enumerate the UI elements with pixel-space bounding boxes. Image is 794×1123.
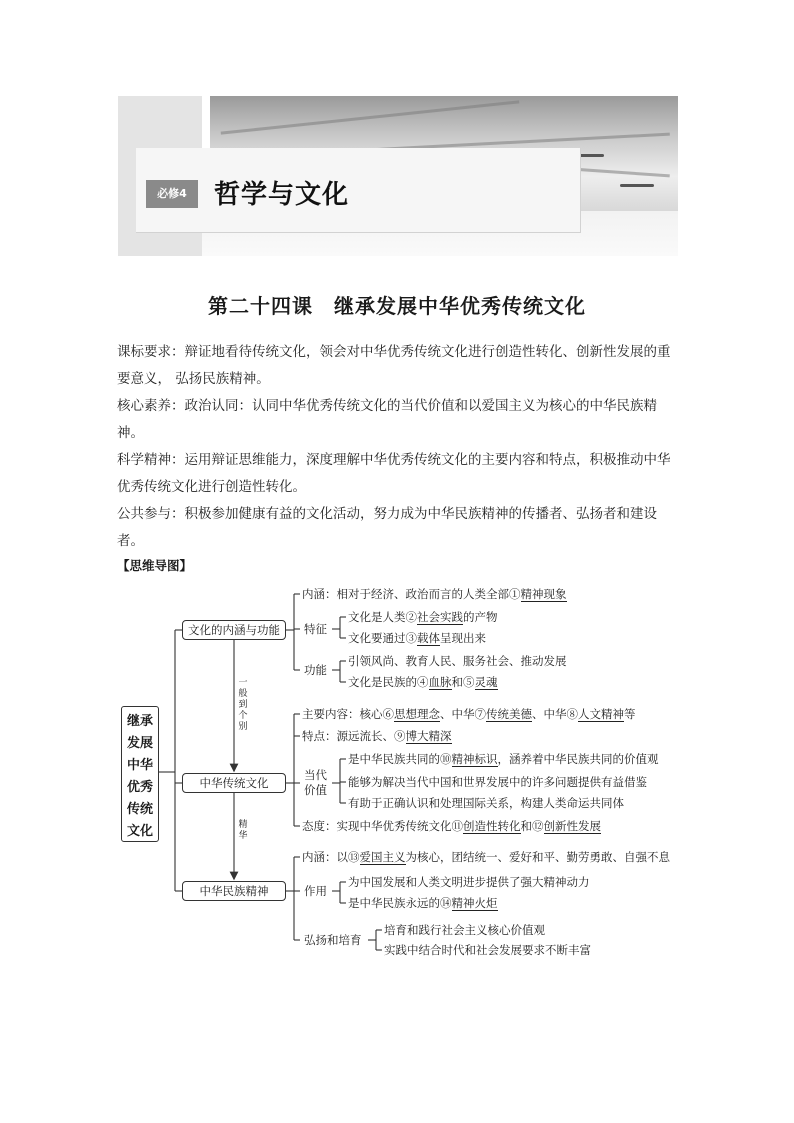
b1-feature-2-a: 文化要通过③ <box>348 631 417 645</box>
b2-attitude-a: 态度：实现中华优秀传统文化⑪ <box>302 819 463 833</box>
b3-role-1: 为中国发展和人类文明进步提供了强大精神动力 <box>348 875 590 889</box>
b1-function-2 <box>348 675 498 689</box>
b1-feature-2 <box>348 631 486 645</box>
b2-attitude <box>302 819 601 833</box>
b2-value-1-b: ，涵养着中华民族共同的价值观 <box>497 752 659 766</box>
b3-connotation <box>302 850 670 864</box>
arrow-label-essence: 精华 <box>238 820 248 841</box>
b2-content-d: 等 <box>624 707 636 721</box>
b3-promote-1: 培育和践行社会主义核心价值观 <box>384 923 545 937</box>
b1-feature-1-b: 的产物 <box>463 610 498 624</box>
b1-feature-1-a: 文化是人类② <box>348 610 417 624</box>
branch-national-spirit: 中华民族精神 <box>182 881 286 901</box>
b2-main-content <box>302 707 636 721</box>
b2-value-1-term: 精神标识 <box>451 752 498 766</box>
b1-function-2-term2: 灵魂 <box>474 675 498 689</box>
b3-role-label: 作用 <box>304 884 327 898</box>
mindmap-label: 【思维导图】 <box>117 558 193 573</box>
b3-role-2 <box>348 896 498 910</box>
b2-value-1 <box>348 752 659 766</box>
b2-value-2: 能够为解决当代中国和世界发展中的许多问题提供有益借鉴 <box>348 775 647 789</box>
b2-value-label: 当代价值 <box>304 768 327 797</box>
b1-function-2-term1: 血脉 <box>428 675 452 689</box>
b1-feature-2-b: 呈现出来 <box>440 631 486 645</box>
b1-function-2-a: 文化是民族的④ <box>348 675 429 689</box>
root-label: 继承发展中华优秀传统文化 <box>126 714 153 839</box>
b1-function-label: 功能 <box>304 663 327 677</box>
b2-attitude-t2: 创新性发展 <box>543 819 601 833</box>
book-title: 哲学与文化 <box>214 180 350 210</box>
b2-feature-term: 博大精深 <box>405 729 452 743</box>
b2-content-a: 主要内容：核心⑥ <box>302 707 394 721</box>
b1-feature-1-term: 社会实践 <box>417 610 463 624</box>
b2-content-c: 、中华⑧ <box>532 707 578 721</box>
b1-connotation <box>302 587 567 601</box>
public-participation: 公共参与：积极参加健康有益的文化活动，努力成为中华民族精神的传播者、弘扬者和建设者。 <box>117 506 657 549</box>
b1-feature-1 <box>348 610 498 624</box>
b2-feature <box>302 729 452 743</box>
branch-chinese-traditional-culture: 中华传统文化 <box>182 773 286 793</box>
curriculum-requirement: 课标要求：辩证地看待传统文化，领会对中华优秀传统文化进行创造性转化、创新性发展的重要意义， 弘扬民族精神。 <box>117 344 671 387</box>
b2-value-3: 有助于正确认识和处理国际关系，构建人类命运共同体 <box>348 796 624 810</box>
b1-feature-2-term: 载体 <box>417 631 440 645</box>
b3-promote-2: 实践中结合时代和社会发展要求不断丰富 <box>384 943 591 957</box>
b2-content-b: 、中华⑦ <box>440 707 486 721</box>
b1-function-1: 引领风尚、教育人民、服务社会、推动发展 <box>348 654 567 668</box>
b2-attitude-t1: 创造性转化 <box>463 819 521 833</box>
b2-feature-a: 特点：源远流长、⑨ <box>302 729 406 743</box>
core-literacy: 核心素养：政治认同：认同中华优秀传统文化的当代价值和以爱国主义为核心的中华民族精神。 <box>117 398 657 441</box>
arrow-label-general-to-specific: 一般到个别 <box>238 678 248 732</box>
mindmap-root <box>121 706 159 842</box>
b2-content-t1: 思想理念 <box>394 707 440 721</box>
b3-role-2-a: 是中华民族永远的⑭ <box>348 896 452 910</box>
b3-connotation-a: 内涵：以⑬ <box>302 850 360 864</box>
b3-connotation-b: 为核心，团结统一、爱好和平、勤劳勇敢、自强不息 <box>405 850 670 864</box>
b3-role-2-term: 精神火炬 <box>451 896 498 910</box>
scientific-spirit: 科学精神：运用辩证思维能力，深度理解中华优秀传统文化的主要内容和特点，积极推动中华优秀传统文化进行创造性转化。 <box>117 452 671 495</box>
b1-feature-label: 特征 <box>304 622 327 636</box>
b1-connotation-text: 内涵：相对于经济、政治而言的人类全部① <box>302 587 521 601</box>
b2-value-1-a: 是中华民族共同的⑩ <box>348 752 452 766</box>
b2-content-t3: 人文精神 <box>578 707 624 721</box>
lesson-title: 第二十四课 继承发展中华优秀传统文化 <box>208 294 586 318</box>
b2-attitude-b: 和⑫ <box>520 819 544 833</box>
b1-connotation-term: 精神现象 <box>520 587 567 601</box>
b3-connotation-term: 爱国主义 <box>359 850 406 864</box>
branch-culture-connotation-function: 文化的内涵与功能 <box>182 620 286 640</box>
b1-function-2-b: 和⑤ <box>451 675 475 689</box>
b2-content-t2: 传统美德 <box>486 707 532 721</box>
book-badge: 必修4 <box>146 180 198 208</box>
b3-promote-label: 弘扬和培育 <box>304 933 362 947</box>
